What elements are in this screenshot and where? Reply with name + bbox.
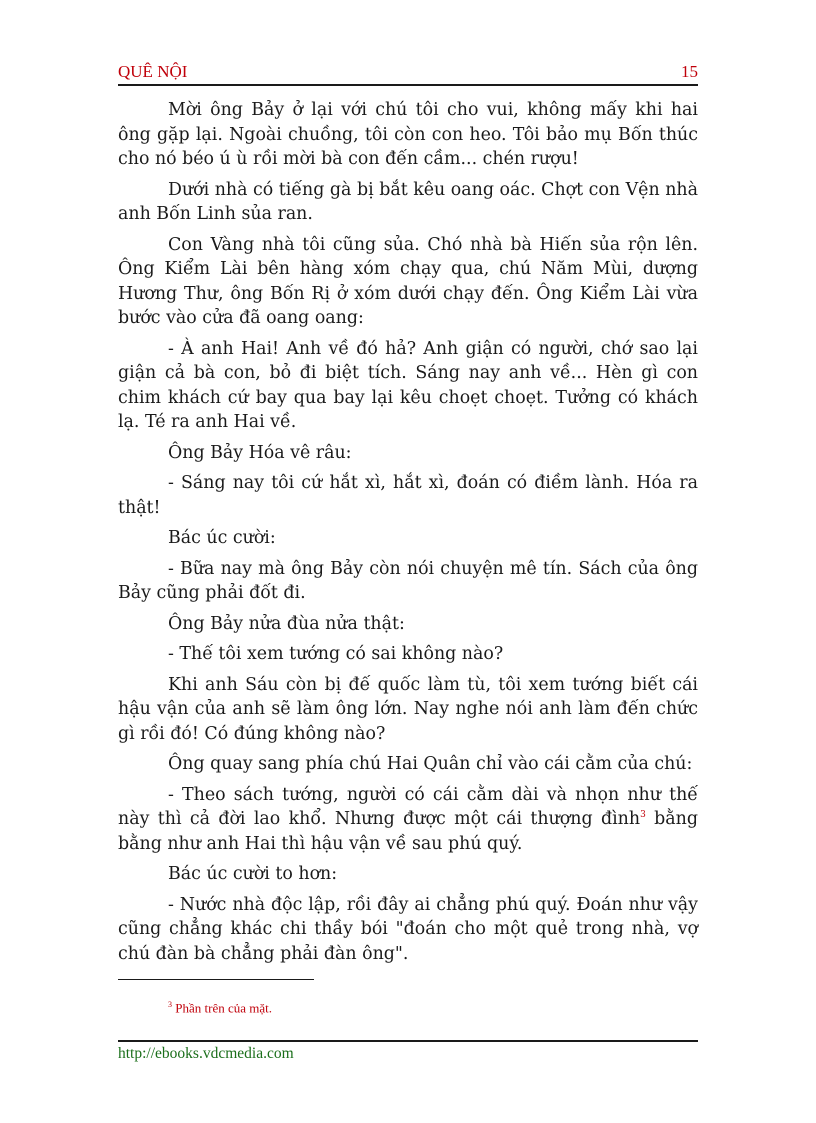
footnote [168,1000,272,1016]
paragraph: Bác úc cười: [168,528,276,548]
paragraph: - À anh Hai! Anh về đó hả? Anh giận có người, chớ sao lại giận cả bà con, bỏ đi biệt tích. Sáng nay anh về... Hèn gì con chim khách cứ bay qua bay lại kêu choẹt choẹt. Tưởng có khách lạ. Té ra anh Hai về. [118,338,698,432]
paragraph: Ông quay sang phía chú Hai Quân chỉ vào cái cằm của chú: [168,754,693,774]
paragraph: Bác úc cười to hơn: [168,864,338,884]
paragraph: - Nước nhà độc lập, rồi đây ai chẳng phú quý. Đoán như vậy cũng chẳng khác chi thầy bói "đoán cho một quẻ trong nhà, vợ chú đàn bà chẳng phải đàn ông". [118,894,698,964]
paragraph-text: - Theo sách tướng, người có cái cằm dài và nhọn như thế này thì cả đời lao khổ. Nhưng được một cái thượng đình [118,784,698,829]
paragraph-text: bằng bằng như anh Hai thì hậu vận về sau phú quý. [118,809,698,854]
paragraph: - Sáng nay tôi cứ hắt xì, hắt xì, đoán có điềm lành. Hóa ra thật! [118,473,698,518]
paragraph: - Thế tôi xem tướng có sai không nào? [168,644,504,664]
paragraph: Khi anh Sáu còn bị đế quốc làm tù, tôi xem tướng biết cái hậu vận của anh sẽ làm ông lớn. Nay nghe nói anh làm đến chức gì rồi đó! Có đúng không nào? [118,674,698,744]
paragraph: Dưới nhà có tiếng gà bị bắt kêu oang oác. Chợt con Vện nhà anh Bốn Linh sủa ran. [118,179,698,224]
paragraph: Ông Bảy Hóa vê râu: [168,442,352,463]
footnote-divider [118,979,314,980]
paragraph: Ông Bảy nửa đùa nửa thật: [168,613,405,634]
paragraph: - Bữa nay mà ông Bảy còn nói chuyện mê tín. Sách của ông Bảy cũng phải đốt đi. [118,558,698,603]
paragraph-with-footnote [118,783,698,857]
page-header [118,60,698,86]
footer-divider [118,1040,698,1042]
footnote-mark: 3 [168,1000,172,1009]
page-number: 15 [681,62,698,81]
footnote-text: Phần trên của mặt. [172,1000,272,1016]
body-text [118,98,698,972]
footnote-reference[interactable]: 3 [640,810,646,821]
paragraph: Con Vàng nhà tôi cũng sủa. Chó nhà bà Hiến sủa rộn lên. Ông Kiểm Lài bên hàng xóm chạy qua, chú Năm Mùi, dượng Hương Thư, ông Bốn Rị ở xóm dưới chạy đến. Ông Kiểm Lài vừa bước vào cửa đã oang oang: [118,234,698,328]
paragraph: Mời ông Bảy ở lại với chú tôi cho vui, không mấy khi hai ông gặp lại. Ngoài chuồng, tôi còn con heo. Tôi bảo mụ Bốn thúc cho nó béo ú ù rồi mời bà con đến cầm... chén rượu! [118,100,698,169]
footer-link[interactable]: http://ebooks.vdcmedia.com [118,1045,294,1062]
book-title: QUÊ NỘI [118,62,188,81]
